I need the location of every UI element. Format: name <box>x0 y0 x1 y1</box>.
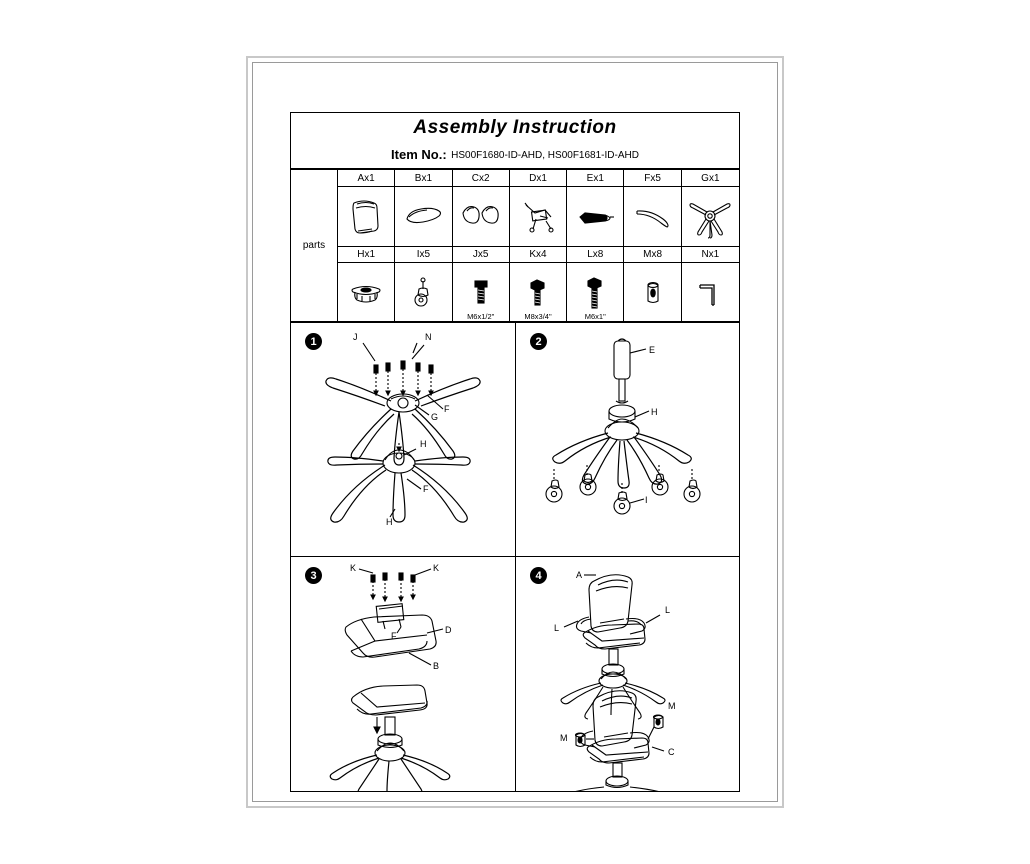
screw-icon <box>453 263 510 322</box>
part-code-b: Bx1 <box>395 170 452 187</box>
step-2-number: 2 <box>530 333 547 350</box>
step-3-label-f: F <box>391 631 397 641</box>
part-code-l: Lx8 <box>567 246 624 263</box>
step-4-diagram <box>516 557 739 791</box>
part-code-k: Kx4 <box>510 246 567 263</box>
step-1-label-g: G <box>431 412 439 422</box>
step-2-label-e: E <box>649 345 656 355</box>
assembly-steps-grid <box>290 322 740 792</box>
step-2-label-h: H <box>651 407 658 417</box>
parts-table <box>290 169 740 322</box>
step-1-label-h1: H <box>420 439 427 449</box>
step-1-number: 1 <box>305 333 322 350</box>
step-3-label-b: B <box>433 661 440 671</box>
step-2-diagram <box>516 323 739 557</box>
part-code-h: Hx1 <box>338 246 395 263</box>
long-bolt-icon <box>567 263 624 322</box>
step-4-label-c: C <box>668 747 675 757</box>
step-3-label-d: D <box>445 625 452 635</box>
allen-key-icon <box>682 263 739 322</box>
title-block <box>290 112 740 169</box>
step-1-label-f: F <box>444 404 450 414</box>
part-code-g: Gx1 <box>682 170 739 187</box>
step-4-label-l2: L <box>554 623 560 633</box>
part-code-d: Dx1 <box>510 170 567 187</box>
part-code-f: Fx5 <box>624 170 681 187</box>
parts-grid <box>338 170 739 321</box>
item-number-value: HS00F1680-ID-AHD, HS00F1681-ID-AHD <box>451 150 639 161</box>
base-cover-icon <box>624 187 681 246</box>
page-title: Assembly Instruction <box>413 117 617 138</box>
step-1-label-j: J <box>353 332 358 342</box>
step-1-base-assembly <box>291 323 515 557</box>
dust-cover-icon <box>338 263 395 322</box>
step-4-number: 4 <box>530 567 547 584</box>
step-1-diagram <box>291 323 515 557</box>
part-code-m: Mx8 <box>624 246 681 263</box>
item-number-label: Item No.: <box>391 147 447 162</box>
armrest-pad-icon <box>453 187 510 246</box>
step-4-backrest-armrests <box>515 557 739 791</box>
tilt-mechanism-icon <box>510 187 567 246</box>
five-star-base-icon <box>682 187 739 246</box>
bolt-icon <box>510 263 567 322</box>
part-code-i: Ix5 <box>395 246 452 263</box>
caster-wheel-icon <box>395 263 452 322</box>
item-number-row <box>291 146 739 164</box>
step-1-label-h2: H <box>386 517 393 527</box>
step-3-label-k2: K <box>433 563 440 573</box>
gas-lift-icon <box>567 187 624 246</box>
step-3-label-k1: K <box>350 563 357 573</box>
step-2-gas-lift-casters <box>515 323 739 557</box>
step-4-label-a: A <box>576 570 583 580</box>
long-bolt-caption: M6x1" <box>584 312 606 321</box>
step-4-label-m2: M <box>560 733 568 743</box>
bolt-caption: M8x3/4" <box>524 312 552 321</box>
step-4-label-l1: L <box>665 605 671 615</box>
part-code-e: Ex1 <box>567 170 624 187</box>
washer-icon <box>624 263 681 322</box>
part-code-c: Cx2 <box>453 170 510 187</box>
seat-cushion-icon <box>395 187 452 246</box>
step-1-label-n: N <box>425 332 432 342</box>
step-1-label-f2: F <box>423 484 429 494</box>
screw-caption: M6x1/2" <box>467 312 495 321</box>
step-2-label-i: I <box>645 495 648 505</box>
part-code-n: Nx1 <box>682 246 739 263</box>
part-code-j: Jx5 <box>453 246 510 263</box>
step-3-diagram <box>291 557 515 791</box>
step-3-number: 3 <box>305 567 322 584</box>
part-code-a: Ax1 <box>338 170 395 187</box>
step-3-seat-mechanism <box>291 557 515 791</box>
parts-label: parts <box>291 170 338 321</box>
backrest-icon <box>338 187 395 246</box>
step-4-label-m1: M <box>668 701 676 711</box>
